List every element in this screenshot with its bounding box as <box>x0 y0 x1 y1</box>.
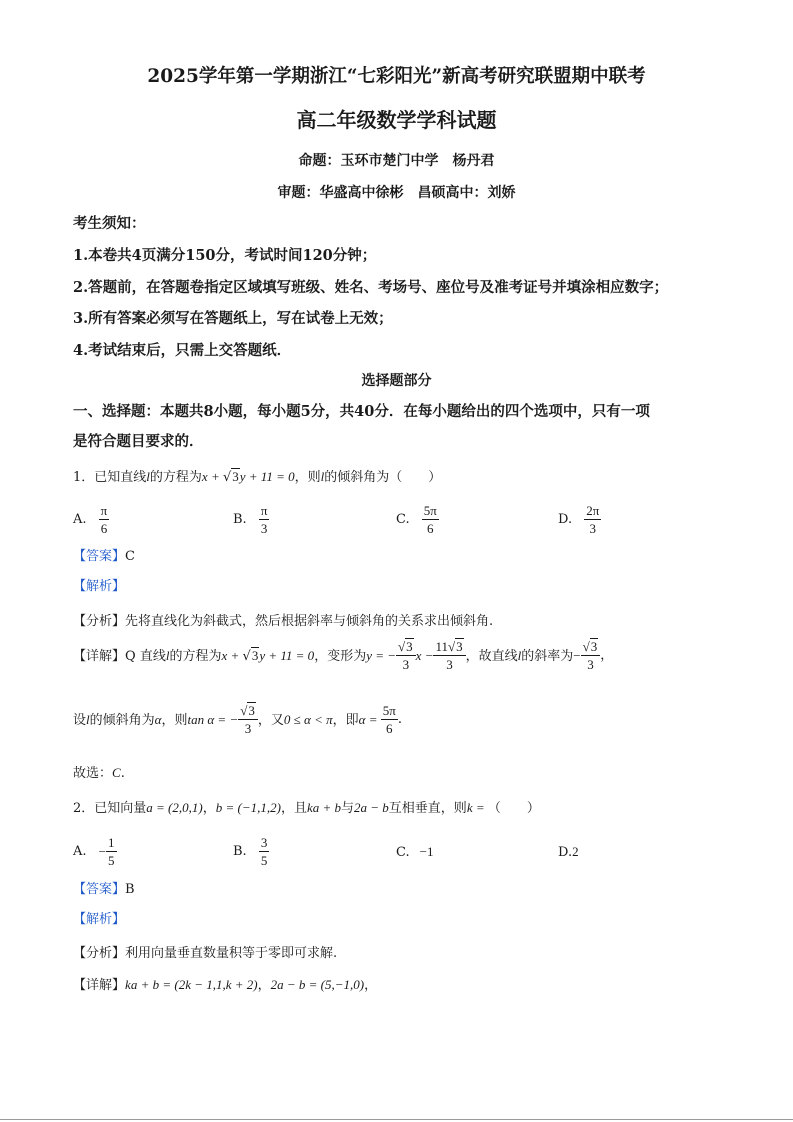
exam-title: 2025学年第一学期浙江“七彩阳光”新高考研究联盟期中联考 <box>147 66 646 87</box>
q2-answer: 【答案】B <box>73 882 135 897</box>
page-bottom-divider <box>0 1119 793 1120</box>
notice-item: 4.考试结束后，只需上交答题纸． <box>73 342 292 359</box>
q1-option-a: A. $\frac{\pi}{6}$ <box>73 503 108 536</box>
notice-heading: 考生须知： <box>73 215 146 232</box>
notice-item: 3.所有答案必须写在答题纸上，写在试卷上无效； <box>73 310 393 327</box>
exam-subtitle: 高二年级数学学科试题 <box>296 108 497 132</box>
section-intro-cont: 是符合题目要求的． <box>73 433 204 450</box>
notice-item: 1.本卷共4页满分150分，考试时间120分钟； <box>73 247 377 264</box>
q1-option-d: D. $\frac{2\pi}{3}$ <box>558 503 600 536</box>
q2-option-c: C. −1 <box>396 844 434 860</box>
q1-fenxi: 【分析】先将直线化为斜截式，然后根据斜率与倾斜角的关系求出倾斜角. <box>73 614 494 629</box>
q1-analysis-label: 【解析】 <box>73 579 126 594</box>
q2-stem: 2．已知向量a = (2,0,1)，b = (−1,1,2)，且ka + b与2a − b互相垂直，则k = （ ） <box>73 800 540 816</box>
q1-answer: 【答案】C <box>73 549 135 564</box>
q1-detail-line2: 设l的倾斜角为α，则tan α = − $\frac{√3}{3}$ ，又0 ≤ α < π，即α = $\frac{5\pi}{6}$ . <box>73 703 402 736</box>
q2-analysis-label: 【解析】 <box>73 912 126 927</box>
section-intro: 一、选择题：本题共8小题，每小题5分，共40分．在每小题给出的四个选项中，只有一项 <box>73 403 650 420</box>
q1-option-b: B. $\frac{\pi}{3}$ <box>233 503 268 536</box>
q2-option-a: A. − $\frac{1}{5}$ <box>73 835 115 868</box>
q1-stem: 1．已知直线l的方程为x + √3y + 11 = 0，则l的倾斜角为（ ） <box>73 469 442 485</box>
q2-option-b: B. $\frac{3}{5}$ <box>233 835 268 868</box>
section-title: 选择题部分 <box>361 373 432 389</box>
q1-detail-line1: 【详解】Q 直线l的方程为x + √3y + 11 = 0，变形为y = − $\frac{√3}{3}$ x − $\frac{11√3}{3}$ ，故直线l的斜率为− $\frac{√3}{3}$ ， <box>73 639 614 672</box>
reviewer-line: 审题：华盛高中徐彬 昌硕高中：刘娇 <box>277 185 516 201</box>
notice-item: 2.答题前，在答题卷指定区域填写班级、姓名、考场号、座位号及准考证号并填涂相应数字； <box>73 279 669 296</box>
q2-fenxi: 【分析】利用向量垂直数量积等于零即可求解. <box>73 946 338 961</box>
q1-option-c: C. $\frac{5\pi}{6}$ <box>396 503 437 536</box>
author-line: 命题：玉环市楚门中学 杨丹君 <box>298 153 495 169</box>
q2-detail: 【详解】ka + b = (2k − 1,1,k + 2)，2a − b = (5,−1,0)， <box>73 977 378 993</box>
q2-option-d: D.2 <box>558 844 579 860</box>
q1-conclusion: 故选：C. <box>73 765 125 781</box>
